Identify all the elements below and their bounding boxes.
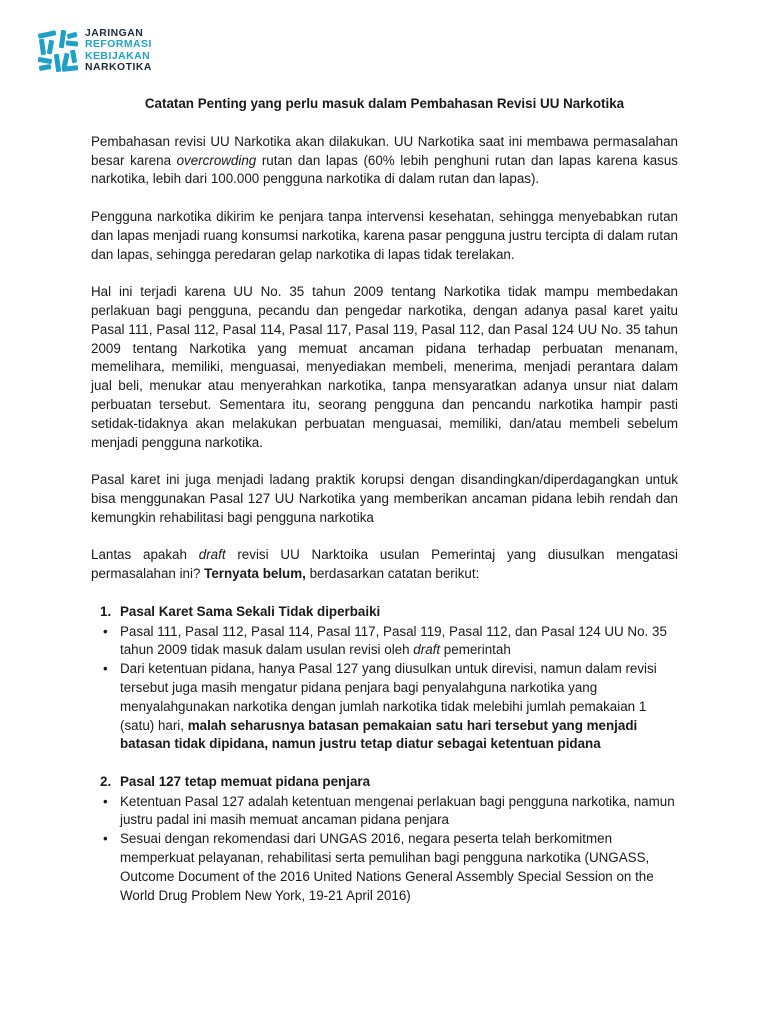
logo-wordmark xyxy=(85,28,152,74)
paragraph-5-text-b: revisi UU Narktoika usulan Pemerintaj yang diusulkan mengatasi permasalahan ini? xyxy=(91,547,678,582)
paragraph-1 xyxy=(91,133,678,189)
section-1 xyxy=(91,603,678,754)
paragraph-5-text-a: Lantas apakah xyxy=(91,547,199,563)
section-1-title: Pasal Karet Sama Sekali Tidak diperbaiki xyxy=(120,603,381,619)
section-2-bullet-2: • Sesuai dengan rekomendasi dari UNGAS 2016, negara peserta telah berkomitmen memperkuat pelayanan, rehabilitasi serta pemulihan bagi pengguna narkotika (UNGASS, Outcome Document of the 2016 United Nations General Assembly Special Session on the World Drug Problem New York, 19-21 April 2016) xyxy=(91,830,678,905)
section-1-bullet-1-text-a: Pasal 111, Pasal 112, Pasal 114, Pasal 117, Pasal 119, Pasal 112, dan Pasal 124 UU No. 35 tahun 2009 tidak masuk dalam usulan revisi oleh xyxy=(120,623,667,658)
document-body xyxy=(91,95,678,924)
section-2-heading xyxy=(91,773,678,792)
section-2-title: Pasal 127 tetap memuat pidana penjara xyxy=(120,773,371,789)
section-1-bullet-1 xyxy=(91,623,678,661)
section-1-bullet-2 xyxy=(91,660,678,754)
logo-line-3: KEBIJAKAN xyxy=(85,50,151,62)
paragraph-3: Hal ini terjadi karena UU No. 35 tahun 2009 tentang Narkotika tidak mampu membedakan perlakuan bagi pengguna, pecandu dan pengedar narkotika, dengan adanya pasal karet yaitu Pasal 111, Pasal 112, Pasal 114, Pasal 117, Pasal 119, Pasal 112, dan Pasal 124 UU No. 35 tahun 2009 tentang Narkotika yang memuat ancaman pidana terhadap perbuatan menanam, memelihara, memiliki, menguasai, menyediakan membeli, menerima, menjadi perantara dalam jual beli, menukar atau menyerahkan narkotika, tanpa mensyaratkan adanya unsur niat dalam perbuatan tersebut. Sementara itu, seorang pengguna dan pencandu narkotika hampir pasti setidak-tidaknya akan melakukan perbuatan menguasai, memiliki, dan/atau membeli sebelum menjadi pengguna narkotika. xyxy=(91,284,678,450)
paragraph-5 xyxy=(91,546,678,584)
section-2 xyxy=(91,773,678,906)
section-1-bullet-1-text-b: pemerintah xyxy=(440,642,511,658)
paragraph-1-text-a: Pembahasan revisi UU Narkotika akan dilakukan. UU Narkotika saat ini membawa permasalahan besar karena xyxy=(91,133,678,168)
section-1-bullets xyxy=(91,623,678,755)
section-1-bullet-2-strong: malah seharusnya batasan pemakaian satu hari tersebut yang menjadi batasan tidak dipidana, namun justru tetap diatur sebagai ketentuan pidana xyxy=(120,717,638,752)
logo-line-4: NARKOTIKA xyxy=(85,62,152,74)
logo-line-1: JARINGAN xyxy=(85,28,144,39)
paragraph-1-emphasis: overcrowding xyxy=(176,152,257,168)
paragraph-5-strong: Ternyata belum, xyxy=(204,566,306,582)
paragraph-4: Pasal karet ini juga menjadi ladang praktik korupsi dengan disandingkan/diperdagangkan untuk bisa menggunakan Pasal 127 UU Narkotika yang memberikan ancaman pidana lebih rendah dan kemungkin rehabilitasi bagi pengguna narkotika xyxy=(91,472,678,525)
section-1-bullet-2-text-a: Dari ketentuan pidana, hanya Pasal 127 yang diusulkan untuk direvisi, namun dalam revisi tersebut juga masih mengatur pidana penjara bagi penyalahguna narkotika yang menyalahgunakan narkotika dengan jumlah narkotika tidak melebihi jumlah pemakaian 1 (satu) hari, xyxy=(120,661,657,733)
section-1-number: 1. xyxy=(100,603,112,619)
section-1-bullet-1-emphasis: draft xyxy=(413,642,441,658)
section-2-bullet-1: • Ketentuan Pasal 127 adalah ketentuan mengenai perlakuan bagi pengguna narkotika, namun justru padal ini masih memuat ancaman pidana penjara xyxy=(91,793,678,831)
section-1-heading xyxy=(91,603,678,622)
section-2-bullets xyxy=(91,793,678,906)
logo-line-2: REFORMASI xyxy=(85,39,152,51)
paragraph-1-text-b: rutan dan lapas (60% lebih penghuni rutan dan lapas karena kasus narkotika, lebih dari 100.000 pengguna narkotika di dalam rutan dan lapas). xyxy=(91,152,678,187)
document-title: Catatan Penting yang perlu masuk dalam Pembahasan Revisi UU Narkotika xyxy=(144,96,625,111)
paragraph-5-emphasis: draft xyxy=(198,547,226,563)
paragraph-5-text-c: berdasarkan catatan berikut: xyxy=(305,566,480,582)
jrkn-logo-mark-icon xyxy=(36,28,80,74)
organization-logo xyxy=(36,28,152,74)
section-2-number: 2. xyxy=(100,773,112,789)
paragraph-2: Pengguna narkotika dikirim ke penjara tanpa intervensi kesehatan, sehingga menyebabkan rutan dan lapas menjadi ruang konsumsi narkotika, karena pasar pengguna justru tercipta di dalam rutan dan lapas, sehingga peredaran gelap narkotika di lapas tidak terelakan. xyxy=(91,208,678,262)
